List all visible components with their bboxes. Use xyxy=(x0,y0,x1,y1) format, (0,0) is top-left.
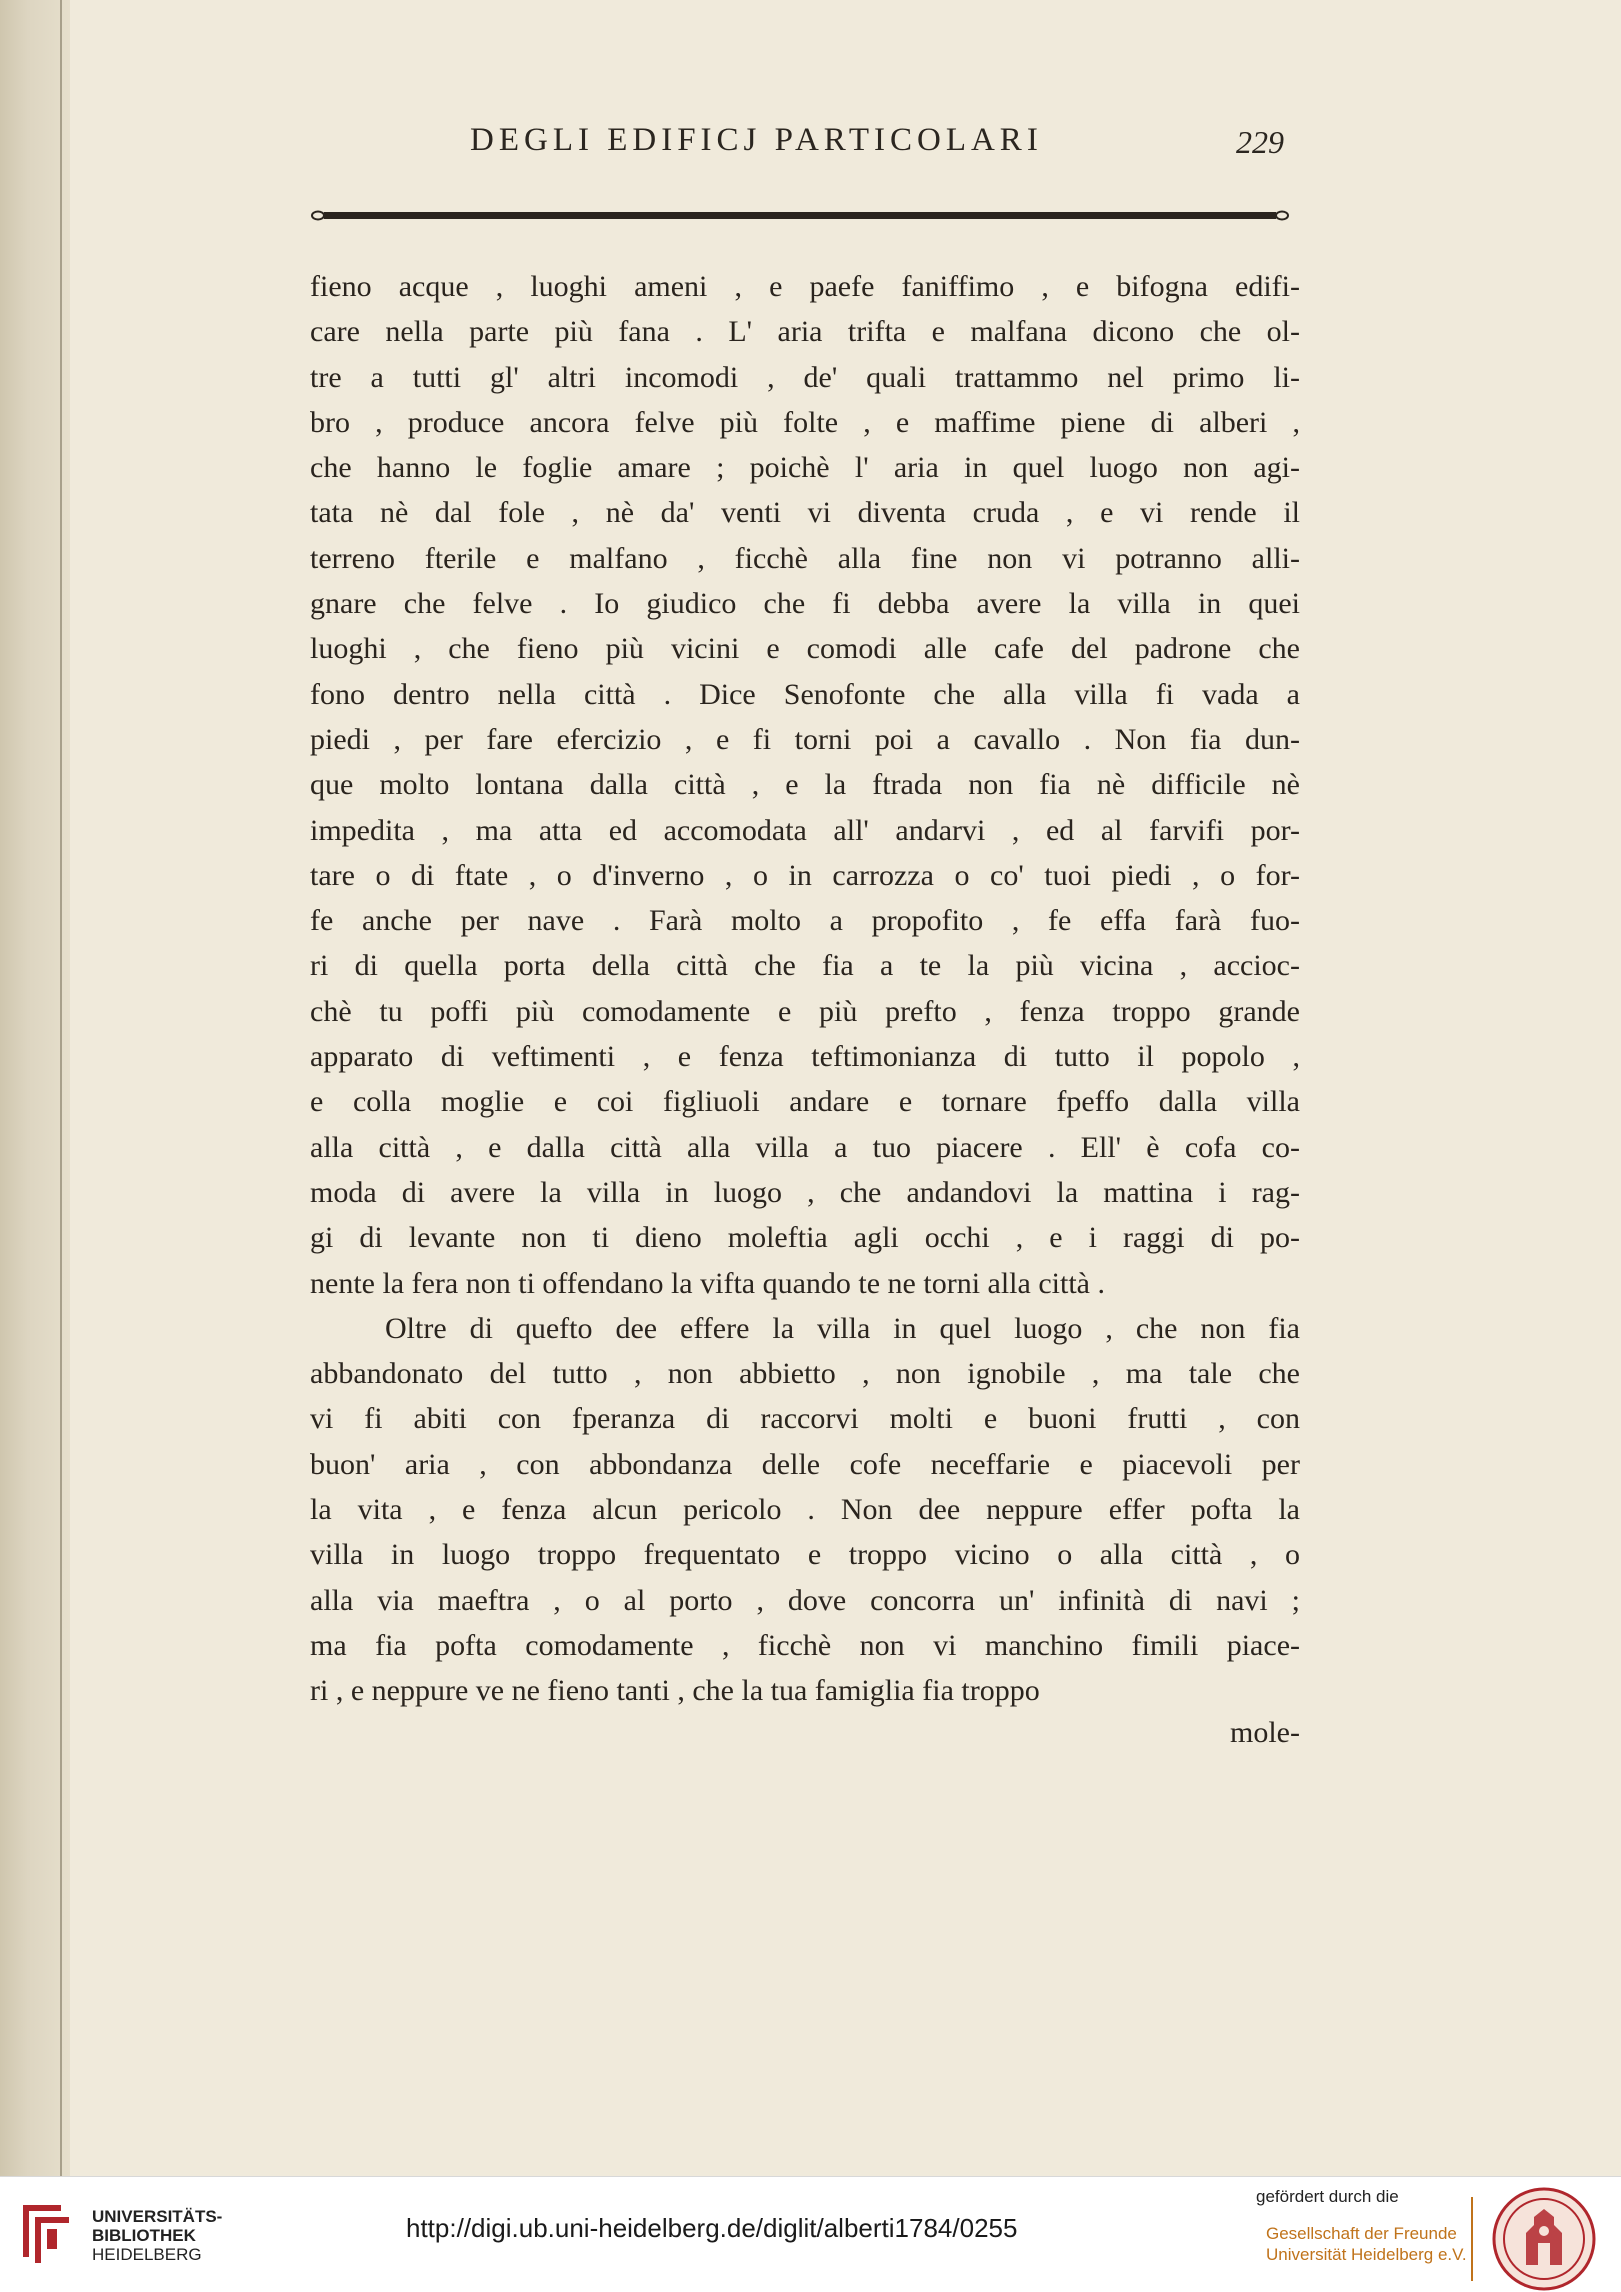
sponsor-name-line: Gesellschaft der Freunde xyxy=(1266,2224,1457,2243)
text-line: tare o di ftate , o d'inverno , o in carrozza o co' tuoi piedi , o for- xyxy=(310,858,1300,892)
text-line: que molto lontana dalla città , e la ftrada non fia nè difficile nè xyxy=(310,768,1300,802)
gutter-edge xyxy=(60,0,62,2176)
text-line: fieno acque , luoghi ameni , e paefe faniffimo , e bifogna edifi- xyxy=(310,270,1300,303)
university-seal-icon xyxy=(1492,2187,1596,2291)
catchword: mole- xyxy=(1230,1716,1300,1749)
book-page xyxy=(70,0,1621,2176)
text-line: ma fia pofta comodamente , ficchè non vi manchino fimili piace- xyxy=(310,1628,1300,1662)
footer-divider xyxy=(1471,2197,1473,2281)
text-line: gi di levante non ti dieno moleftia agli occhi , e i raggi di po- xyxy=(310,1221,1300,1255)
text-line: nente la fera non ti offendano la vifta quando te ne torni alla città . xyxy=(310,1266,1105,1300)
text-line: buon' aria , con abbondanza delle cofe neceffarie e piacevoli per xyxy=(310,1447,1300,1481)
text-line: alla città , e dalla città alla villa a tuo piacere . Ell' è cofa co- xyxy=(310,1130,1300,1164)
text-line: moda di avere la villa in luogo , che andandovi la mattina i rag- xyxy=(310,1175,1300,1209)
running-head: DEGLI EDIFICJ PARTICOLARI xyxy=(470,122,1043,158)
text-line: Oltre di quefto dee effere la villa in quel luogo , che non fia xyxy=(385,1311,1300,1345)
permalink-url[interactable]: http://digi.ub.uni-heidelberg.de/diglit/alberti1784/0255 xyxy=(406,2213,1018,2243)
body-text xyxy=(310,264,1300,1714)
library-name-line: BIBLIOTHEK xyxy=(92,2226,196,2245)
library-name-line: HEIDELBERG xyxy=(92,2245,202,2264)
ornamental-rule xyxy=(310,209,1290,222)
library-name-line: UNIVERSITÄTS- xyxy=(92,2207,223,2226)
text-line: la vita , e fenza alcun pericolo . Non dee neppure effer pofta la xyxy=(310,1493,1300,1527)
text-line: care nella parte più fana . L' aria trifta e malfana dicono che ol- xyxy=(310,315,1300,349)
library-logo-icon xyxy=(17,2201,75,2267)
text-line: piedi , per fare efercizio , e fi torni poi a cavallo . Non fia dun- xyxy=(310,722,1300,756)
sponsor-name-line: Universität Heidelberg e.V. xyxy=(1266,2245,1467,2264)
text-line: fe anche per nave . Farà molto a propofito , fe effa farà fuo- xyxy=(310,904,1300,938)
text-line: e colla moglie e coi figliuoli andare e tornare fpeffo dalla villa xyxy=(310,1085,1300,1119)
text-line: ri di quella porta della città che fia a te la più vicina , accioc- xyxy=(310,949,1300,983)
text-line: impedita , ma atta ed accomodata all' andarvi , ed al farvifi por- xyxy=(310,813,1300,847)
text-line: vi fi abiti con fperanza di raccorvi molti e buoni frutti , con xyxy=(310,1402,1300,1436)
text-line: abbandonato del tutto , non abbietto , non ignobile , ma tale che xyxy=(310,1357,1300,1391)
page-number: 229 xyxy=(1236,124,1284,160)
funded-by-label: gefördert durch die xyxy=(1256,2187,1399,2206)
text-line: terreno fterile e malfano , ficchè alla fine non vi potranno alli- xyxy=(310,541,1300,575)
text-line: che hanno le foglie amare ; poichè l' aria in quel luogo non agi- xyxy=(310,451,1300,485)
library-name xyxy=(92,2207,222,2264)
text-line: chè tu poffi più comodamente e più prefto , fenza troppo grande xyxy=(310,994,1300,1028)
text-line: fono dentro nella città . Dice Senofonte che alla villa fi vada a xyxy=(310,677,1300,711)
text-line: tata nè dal fole , nè da' venti vi diventa cruda , e vi rende il xyxy=(310,496,1300,530)
text-line: apparato di veftimenti , e fenza teftimonianza di tutto il popolo , xyxy=(310,1040,1300,1074)
viewer-footer xyxy=(0,2176,1621,2292)
text-line: alla via maeftra , o al porto , dove concorra un' infinità di navi ; xyxy=(310,1583,1300,1617)
text-line: gnare che felve . Io giudico che fi debba avere la villa in quei xyxy=(310,587,1300,621)
text-line: ri , e neppure ve ne fieno tanti , che la tua famiglia fia troppo xyxy=(310,1674,1040,1708)
sponsor-name xyxy=(1266,2223,1467,2265)
text-line: bro , produce ancora felve più folte , e maffime piene di alberi , xyxy=(310,405,1300,439)
text-line: luoghi , che fieno più vicini e comodi alle cafe del padrone che xyxy=(310,632,1300,666)
text-line: tre a tutti gl' altri incomodi , de' quali trattammo nel primo li- xyxy=(310,360,1300,394)
text-line: villa in luogo troppo frequentato e troppo vicino o alla città , o xyxy=(310,1538,1300,1572)
